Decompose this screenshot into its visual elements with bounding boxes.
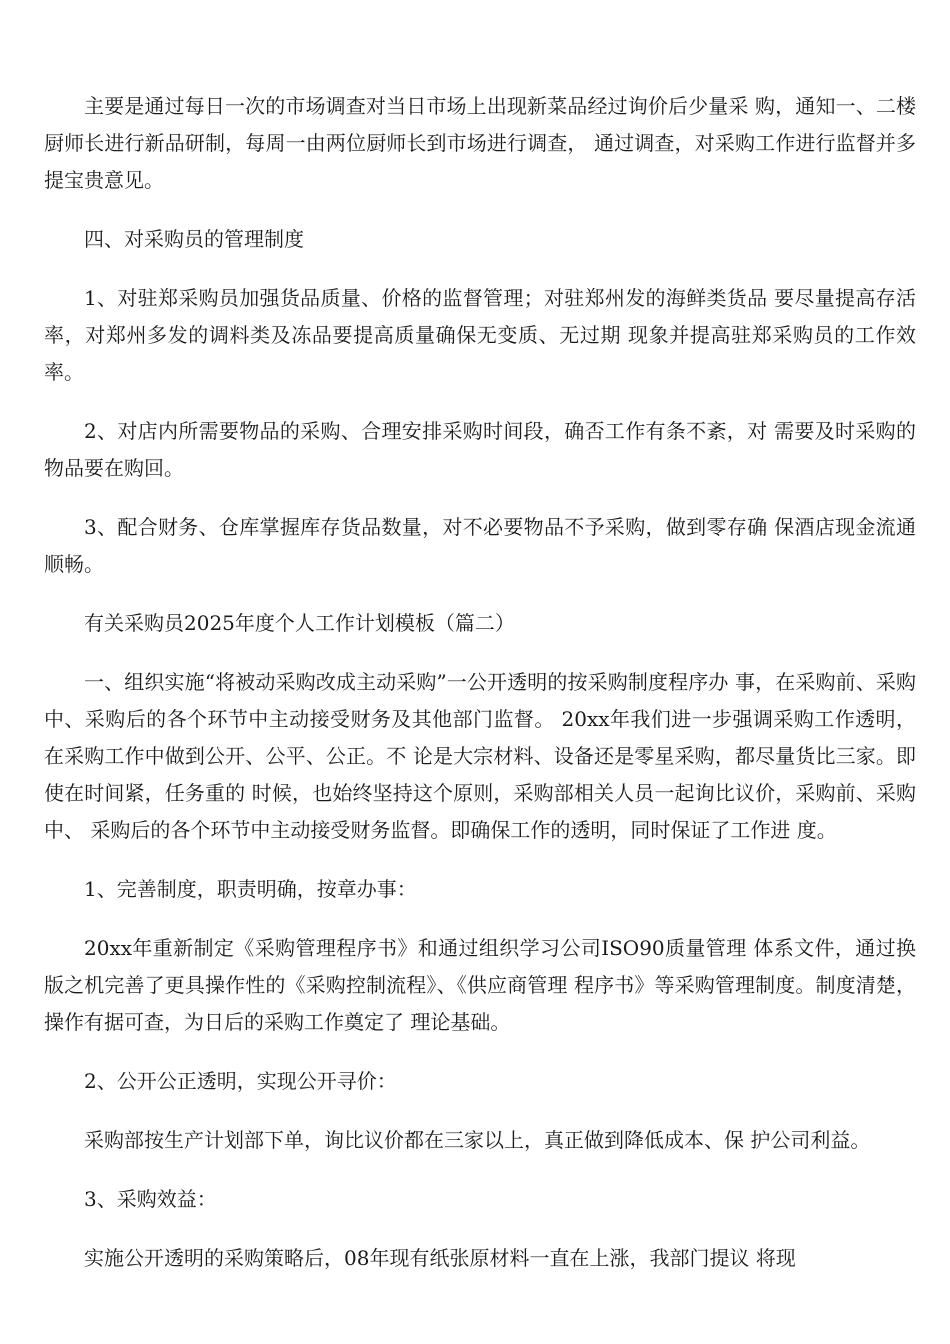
document-body	[44, 88, 916, 1299]
section-heading: 有关采购员2025年度个人工作计划模板（篇二）	[84, 611, 515, 635]
paragraph: 一、组织实施“将被动采购改成主动采购”一公开透明的按采购制度程序办 事，在采购前、采购中、采购后的各个环节中主动接受财务及其他部门监督。 20xx年我们进一步强调采购工作透明，在采购工作中做到公开、公平、公正。不 论是大宗材料、设备还是零星采购，都尽量货比三家。即使在时间紧，任务重的 时候，也始终坚持这个原则，采购部相关人员一起询比议价，采购前、采购中、 采购后的各个环节中主动接受财务监督。即确保工作的透明，同时保证了工作进 度。	[44, 670, 916, 842]
paragraph: 2、对店内所需要物品的采购、合理安排采购时间段，确否工作有条不紊，对 需要及时采购的物品要在购回。	[44, 419, 916, 480]
subsection-heading: 3、采购效益：	[84, 1187, 217, 1211]
section-heading: 四、对采购员的管理制度	[84, 227, 304, 251]
paragraph: 实施公开透明的采购策略后，08年现有纸张原材料一直在上涨，我部门提议 将现	[84, 1246, 796, 1270]
paragraph: 主要是通过每日一次的市场调查对当日市场上出现新菜品经过询价后少量采 购，通知一、二楼厨师长进行新品研制，每周一由两位厨师长到市场进行调查， 通过调查，对采购工作进行监督并多提宝贵意见。	[44, 94, 916, 192]
paragraph: 3、配合财务、仓库掌握库存货品数量，对不必要物品不予采购，做到零存确 保酒店现金流通顺畅。	[44, 515, 916, 576]
subsection-heading: 2、公开公正透明，实现公开寻价：	[84, 1069, 397, 1093]
paragraph: 1、对驻郑采购员加强货品质量、价格的监督管理；对驻郑州发的海鲜类货品 要尽量提高存活率，对郑州多发的调料类及冻品要提高质量确保无变质、无过期 现象并提高驻郑采购员的工作效率。	[44, 286, 916, 384]
paragraph: 20xx年重新制定《采购管理程序书》和通过组织学习公司ISO90质量管理 体系文件，通过换版之机完善了更具操作性的《采购控制流程》、《供应商管理 程序书》等采购管理制度。制度清楚，操作有据可查，为日后的采购工作奠定了 理论基础。	[44, 936, 916, 1034]
subsection-heading: 1、完善制度，职责明确，按章办事：	[84, 877, 417, 901]
paragraph: 采购部按生产计划部下单，询比议价都在三家以上，真正做到降低成本、保 护公司利益。	[84, 1128, 871, 1152]
